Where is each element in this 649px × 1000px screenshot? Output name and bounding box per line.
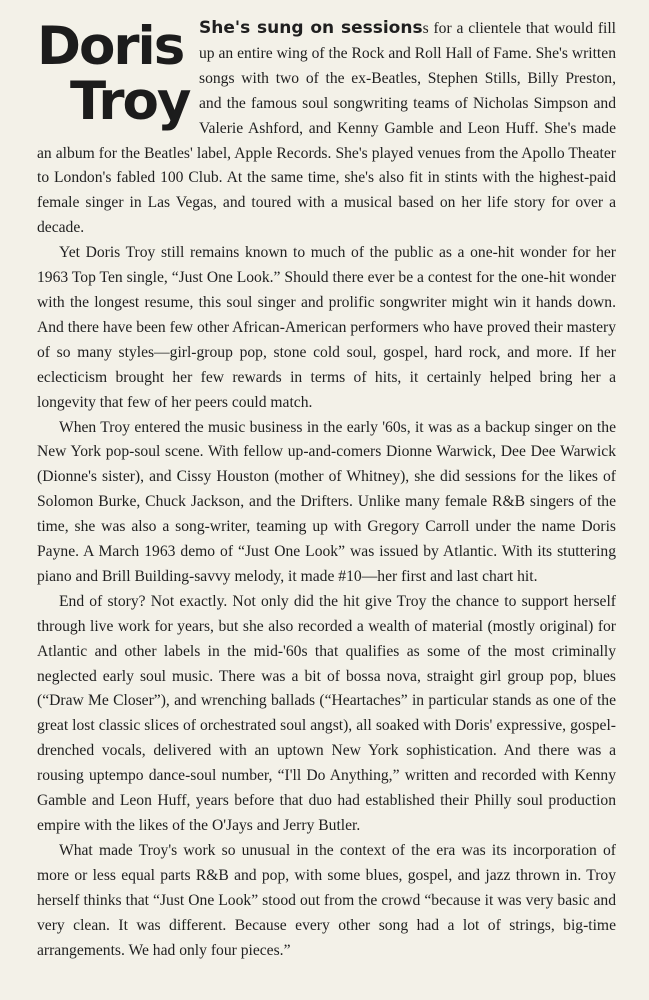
paragraph-1-body: s for a clientele that would fill up an entire wing of the Rock and Roll Hall of Fame. She's written songs with two of the ex-Beatles, Stephen Stills, Billy Preston, and the famous soul songwriting teams of Nicholas Simpson and Valerie Ashford, and Kenny Gamble and Leon Huff. She's made an album for the Beatles' label, Apple Records. She's played venues from the Apollo Theater to London's fabled 100 Club. At the same time, she's also fit in stints with the highest-paid female singer in Las Vegas, and toured with a musical based on her life story for over a decade. bbox=[37, 20, 617, 237]
paragraph-3: When Troy entered the music business in the early '60s, it was as a backup singer on the New York pop-soul scene. With fellow up-and-comers Dionne Warwick, Dee Dee Warwick (Dionne's sister), and Cissy Houston (mother of Whitney), she did sessions for the likes of Solomon Burke, Chuck Jackson, and the Drifters. Unlike many female R&B singers of the time, she was also a song-writer, teaming up with Gregory Carroll under the name Doris Payne. A March 1963 demo of “Just One Look” was issued by Atlantic. With its stuttering piano and Brill Building-savvy melody, it made #10—her first and last chart hit. bbox=[37, 418, 616, 585]
title-first-name: Doris bbox=[37, 16, 184, 77]
paragraph-4: End of story? Not exactly. Not only did the hit give Troy the chance to support herself through live work for years, but she also recorded a wealth of material (mostly original) for Atlantic and other labels in the mid-'60s that qualifies as some of the most criminally neglected early soul music. There was a bit of bossa nova, straight girl group pop, blues (“Draw Me Closer”), and wrenching ballads (“Heartaches” in particular stands as one of the great lost classic slices of orchestrated soul angst), all soaked with Doris' expressive, gospel-drenched vocals, delivered with an uptown New York sophistication. And there was a rousing uptempo dance-soul number, “I'll Do Anything,” written and recorded with Kenny Gamble and Leon Huff, years before that duo had established their Philly soul production empire with the likes of the O'Jays and Jerry Butler. bbox=[37, 592, 616, 834]
lead-in-text: She's sung on sessions bbox=[199, 18, 423, 38]
paragraph-5: What made Troy's work so unusual in the context of the era was its incorporation of more or less equal parts R&B and pop, with some blues, gospel, and jazz thrown in. Troy herself thinks that “Just One Look” stood out from the crowd “because it was very basic and very clean. It was different. Because every other song had a lot of strings, big-time arrangements. We had only four pieces.” bbox=[37, 841, 616, 959]
title-last-name: Troy bbox=[70, 71, 190, 132]
paragraph-2: Yet Doris Troy still remains known to much of the public as a one-hit wonder for her 1963 Top Ten single, “Just One Look.” Should there ever be a contest for the one-hit wonder with the longest resume, this soul singer and prolific songwriter might win it hands down. And there have been few other African-American performers who have proved their mastery of so many styles—girl-group pop, stone cold soul, gospel, hard rock, and more. If her eclecticism brought her few rewards in terms of hits, it certainly helped bring her a longevity that few of her peers could match. bbox=[37, 244, 616, 411]
article-title bbox=[37, 16, 190, 132]
